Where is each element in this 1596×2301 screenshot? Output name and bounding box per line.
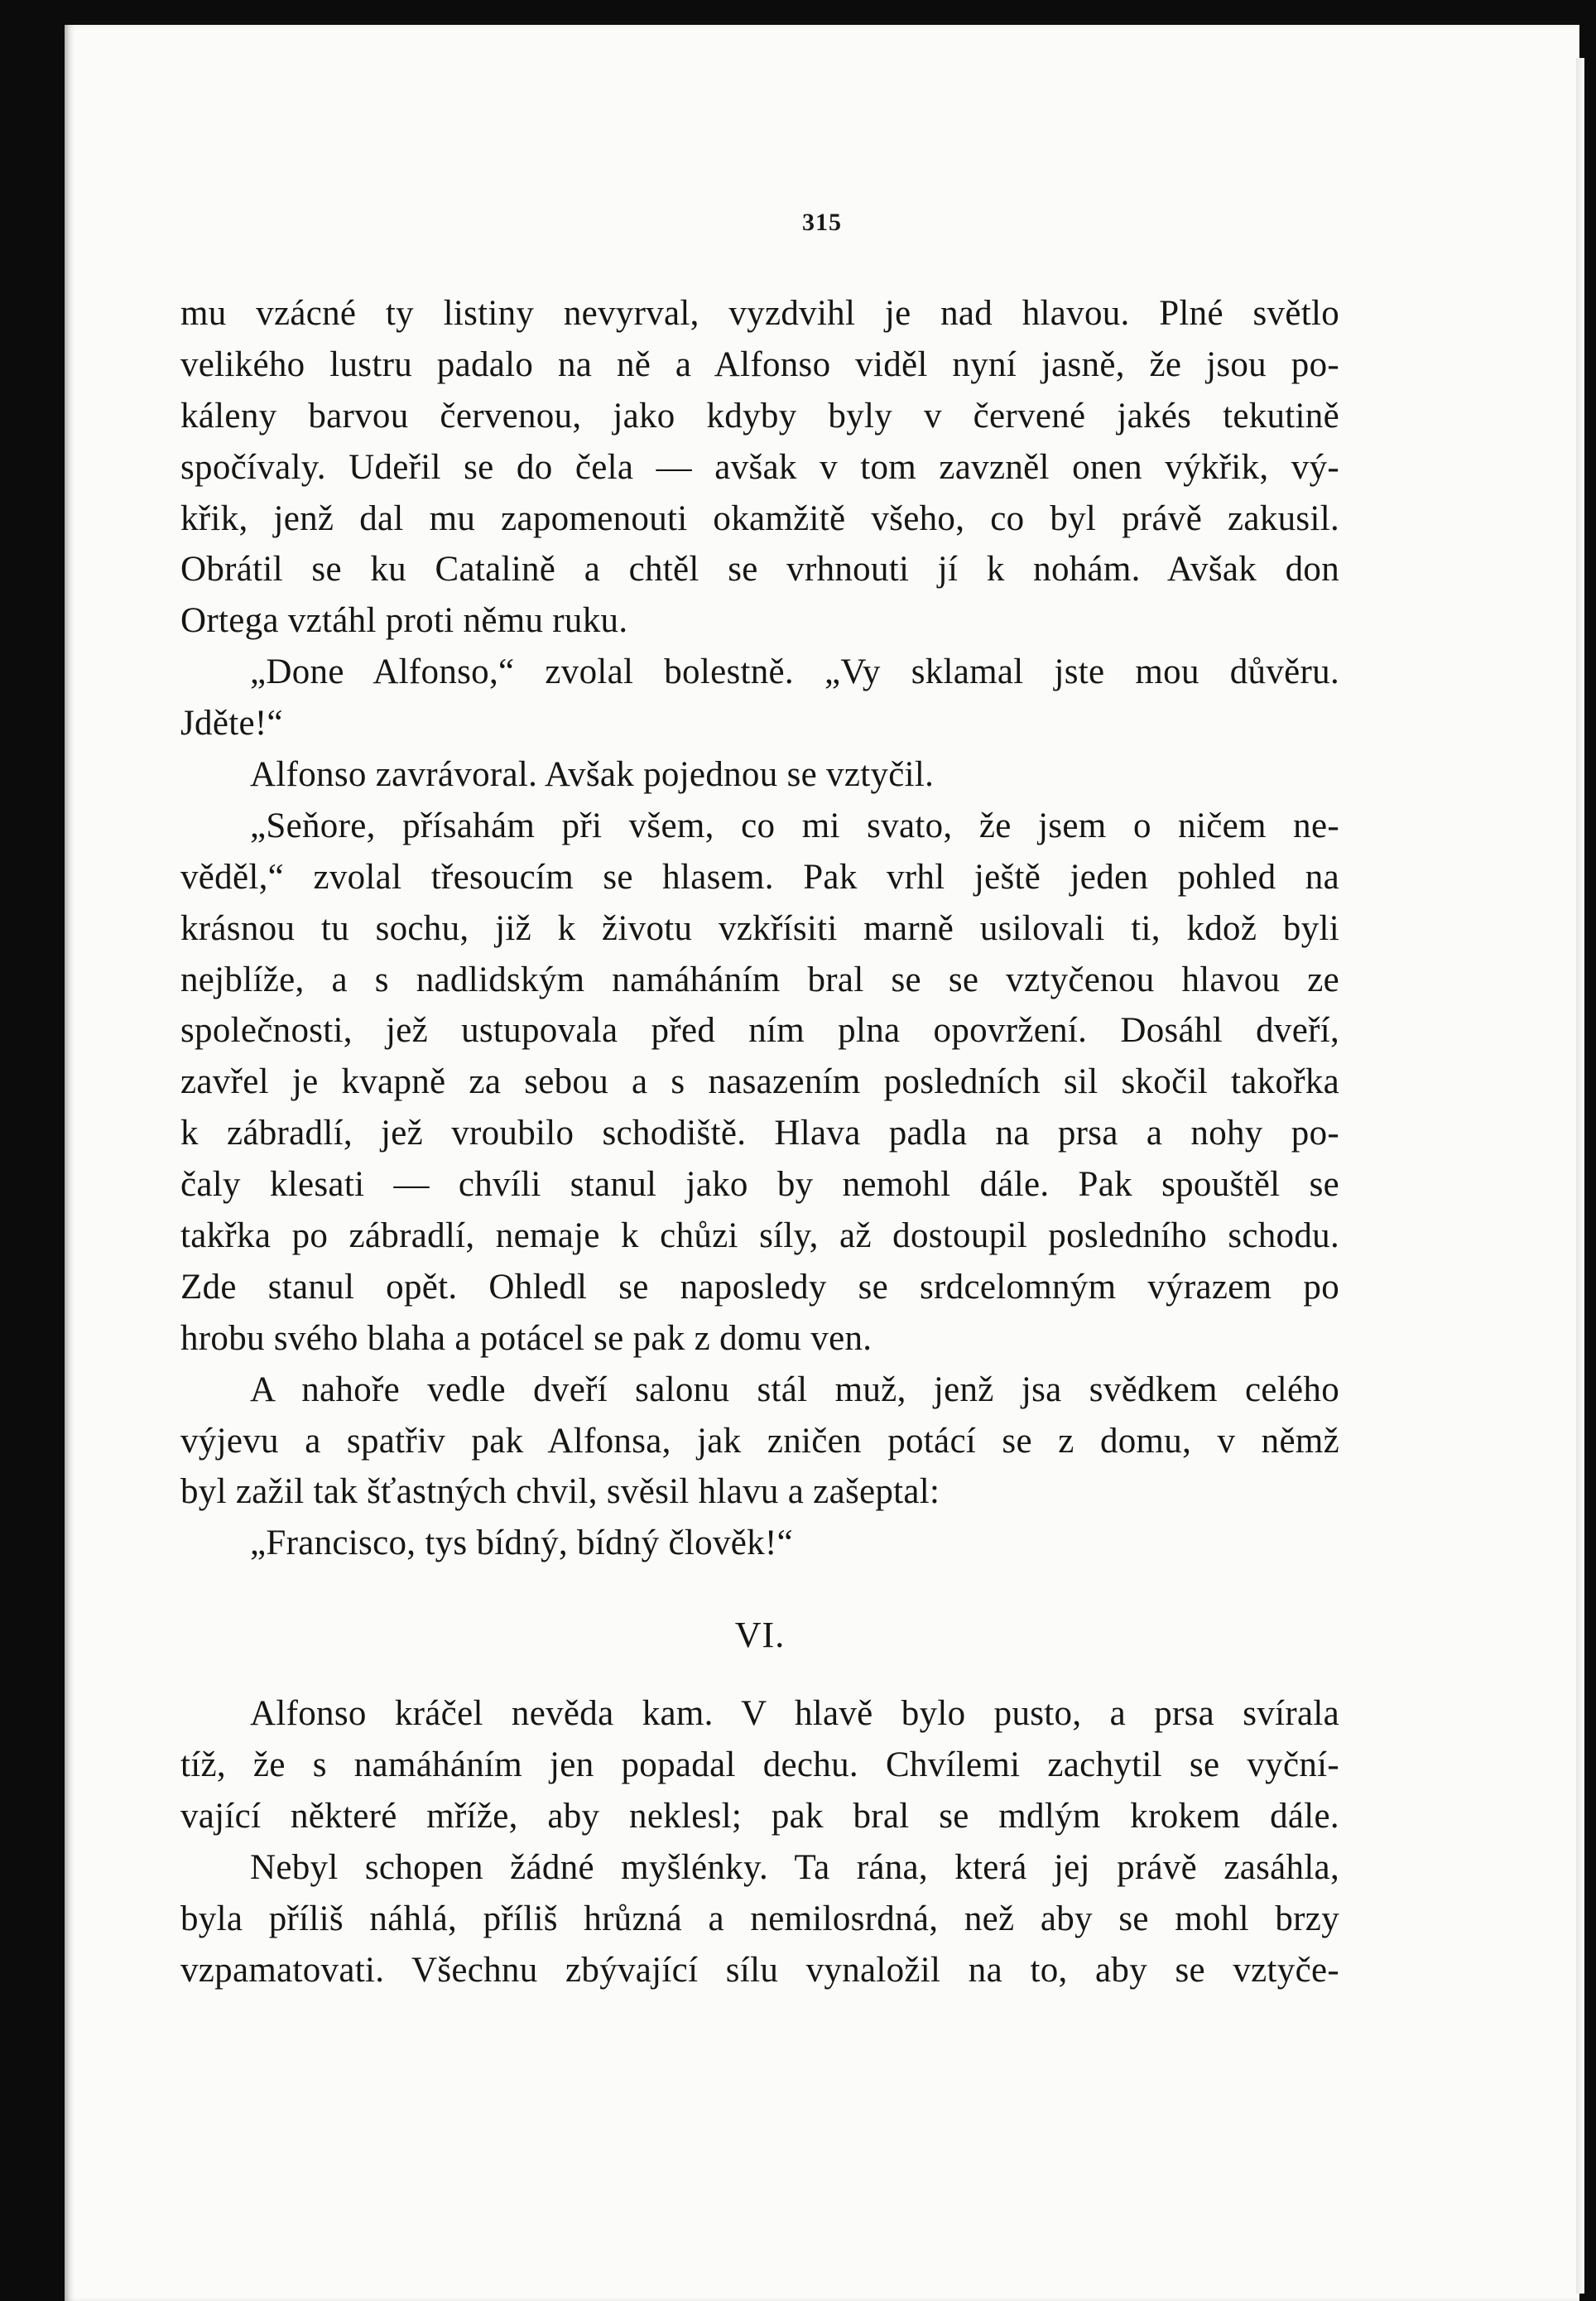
text-line: byla příliš náhlá, příliš hrůzná a nemilosrdná, než aby se mohl brzy: [180, 1899, 1339, 1938]
text-line: mu vzácné ty listiny nevyrval, vyzdvihl je nad hlavou. Plné světlo: [180, 294, 1339, 333]
text-line: krásnou tu sochu, již k životu vzkřísiti marně usilovali ti, kdož byli: [180, 908, 1339, 948]
text-line: „Francisco, tys bídný, bídný člověk!“: [250, 1524, 793, 1563]
text-line: Alfonso zavrávoral. Avšak pojednou se vztyčil.: [250, 755, 935, 795]
text-line: výjevu a spatřiv pak Alfonsa, jak zničen potácí se z domu, v němž: [180, 1421, 1339, 1461]
text-line: tíž, že s namáháním jen popadal dechu. Chvílemi zachytil se vyční-: [180, 1745, 1339, 1785]
text-line: křik, jenž dal mu zapomenouti okamžitě všeho, co byl právě zakusil.: [180, 498, 1339, 538]
page-edge: [1576, 58, 1584, 2294]
text-line: společnosti, jež ustupovala před ním plna opovržení. Dosáhl dveří,: [180, 1011, 1339, 1051]
text-line: věděl,“ zvolal třesoucím se hlasem. Pak vrhl ještě jeden pohled na: [180, 857, 1339, 897]
text-line: káleny barvou červenou, jako kdyby byly v červené jakés tekutině: [180, 396, 1339, 436]
text-line: Jděte!“: [180, 704, 283, 744]
text-line: byl zažil tak šťastných chvil, svěsil hlavu a zašeptal:: [180, 1472, 940, 1512]
text-line: takřka po zábradlí, nemaje k chůzi síly, až dostoupil posledního schodu.: [180, 1216, 1339, 1256]
text-line: Zde stanul opět. Ohledl se naposledy se srdcelomným výrazem po: [180, 1267, 1339, 1307]
text-line: velikého lustru padalo na ně a Alfonso viděl nyní jasně, že jsou po-: [180, 344, 1339, 384]
text-line: Ortega vztáhl proti němu ruku.: [180, 601, 628, 641]
text-line: nejblíže, a s nadlidským namáháním bral se se vztyčenou hlavou ze: [180, 960, 1339, 999]
text-line: spočívaly. Udeřil se do čela — avšak v tom zavzněl onen výkřik, vý-: [180, 447, 1339, 487]
text-line: Nebyl schopen žádné myšlénky. Ta rána, která jej právě zasáhla,: [250, 1847, 1339, 1887]
body-text: [180, 288, 1339, 1996]
text-line: čaly klesati — chvíli stanul jako by nemohl dále. Pak spouštěl se: [180, 1165, 1339, 1205]
text-line: Obrátil se ku Catalině a chtěl se vrhnouti jí k nohám. Avšak don: [180, 550, 1339, 590]
chapter-heading: VI.: [734, 1615, 786, 1656]
text-line: A nahoře vedle dveří salonu stál muž, jenž jsa svědkem celého: [250, 1370, 1339, 1409]
text-line: vající některé mříže, aby neklesl; pak bral se mdlým krokem dále.: [180, 1797, 1339, 1836]
text-line: zavřel je kvapně za sebou a s nasazením posledních sil skočil takořka: [180, 1062, 1339, 1102]
page-number: 315: [802, 209, 842, 236]
book-page: [65, 25, 1579, 2301]
text-line: vzpamatovati. Všechnu zbývající sílu vynaložil na to, aby se vztyče-: [180, 1950, 1339, 1990]
text-line: „Done Alfonso,“ zvolal bolestně. „Vy sklamal jste mou důvěru.: [250, 652, 1339, 692]
text-line: hrobu svého blaha a potácel se pak z domu ven.: [180, 1318, 873, 1358]
text-line: Alfonso kráčel nevěda kam. V hlavě bylo pusto, a prsa svírala: [250, 1694, 1339, 1734]
text-line: „Seňore, přísahám při všem, co mi svato, že jsem o ničem ne-: [250, 806, 1339, 845]
text-line: k zábradlí, jež vroubilo schodiště. Hlava padla na prsa a nohy po-: [180, 1114, 1339, 1153]
